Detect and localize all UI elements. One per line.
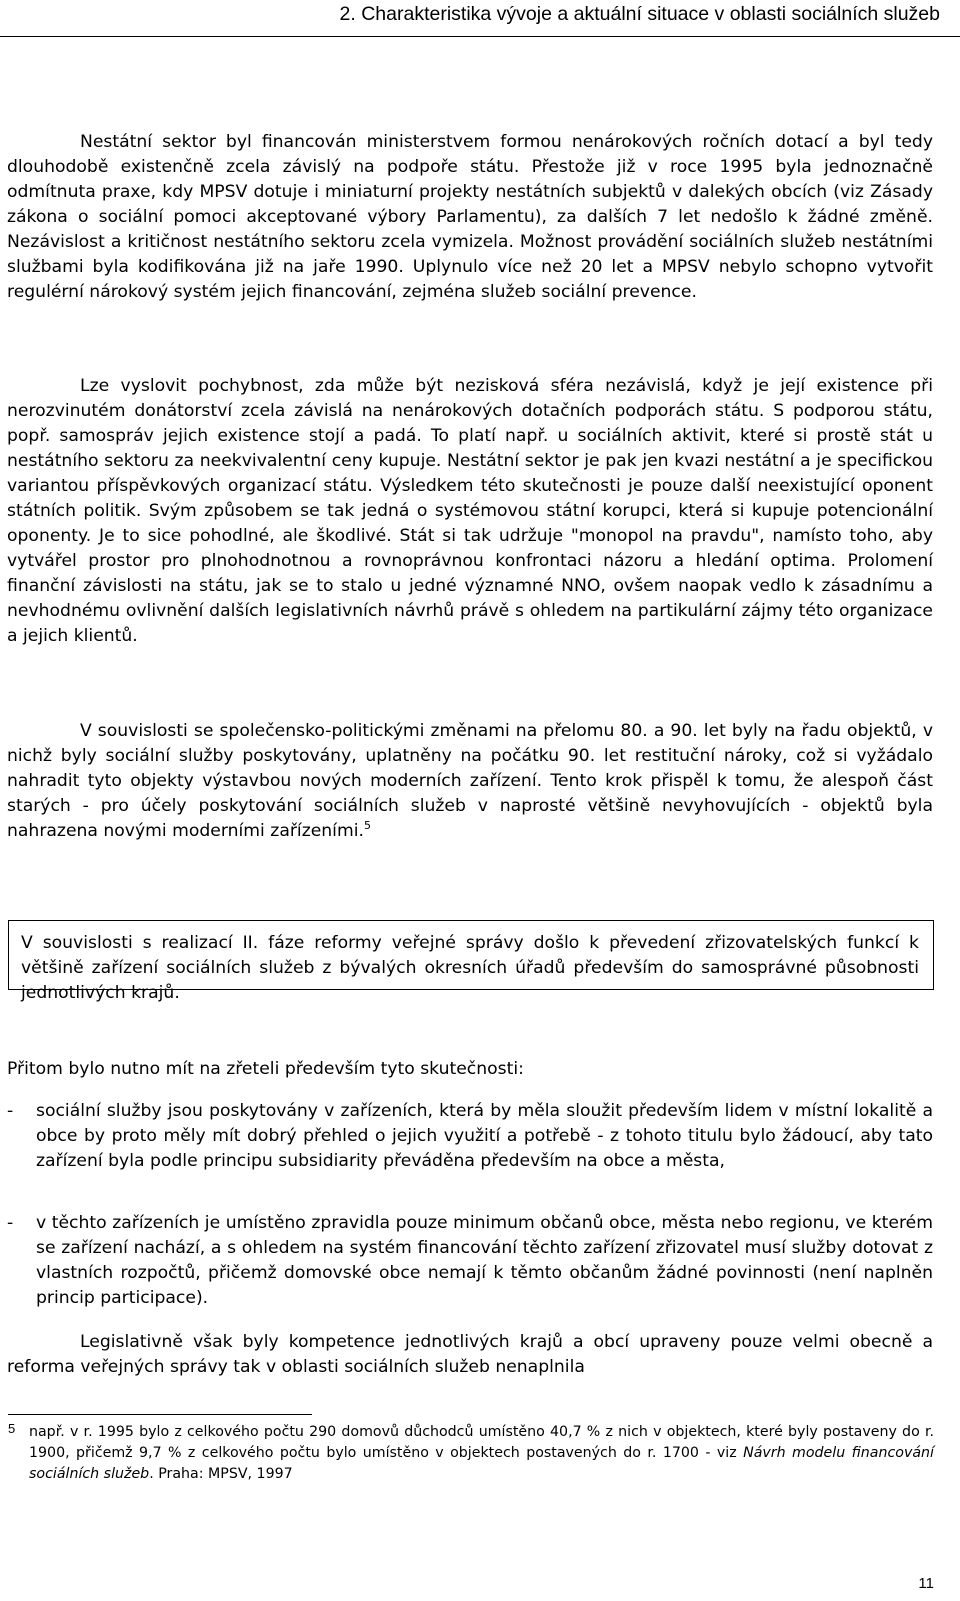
paragraph-restitution-text: V souvislosti se společensko-politickými změnami na přelomu 80. a 90. let byly na řadu objektů, v nichž byly sociální služby poskytovány, uplatněny na počátku 90. let restituční nároky, což si vyžádalo nahradit tyto objekty výstavbou nových moderních zařízení. Tento krok přispěl k tomu, že alespoň část starých - pro účely poskytování sociálních služeb v naprosté většině nevyhovujících - objektů byla nahrazena novými moderními zařízeními. (7, 721, 933, 841)
page-header (0, 0, 960, 40)
highlight-box-text: V souvislosti s realizací II. fáze reformy veřejné správy došlo k převedení zřizovatelských funkcí k většině zařízení sociálních služeb z bývalých okresních úřadů především do samosprávné působnosti jednotlivých krajů. (21, 933, 919, 1003)
page-number: 11 (918, 1575, 934, 1592)
footnote-text (29, 1422, 934, 1485)
list-intro-text: Přitom bylo nutno mít na zřeteli především tyto skutečnosti: (7, 1059, 524, 1079)
list-intro (7, 1057, 933, 1082)
footnote-body: např. v r. 1995 bylo z celkového počtu 290 domovů důchodců umístěno 40,7 % z nich v objektech, které byly postaveny do r. 1900, přičemž 9,7 % z celkového počtu bylo umístěno v objektech postavených do r. 1700 - viz (29, 1424, 934, 1461)
footnote-cited-title: Návrh modelu financování sociálních služeb (29, 1445, 934, 1482)
footnote-source: . Praha: MPSV, 1997 (149, 1466, 293, 1482)
footnote-mark: 5 (8, 1421, 16, 1436)
header-title: 2. Charakteristika vývoje a aktuální situace v oblasti sociálních služeb (339, 3, 940, 25)
paragraph-financing (7, 130, 933, 305)
paragraph-independence-text: Lze vyslovit pochybnost, zda může být nezisková sféra nezávislá, když je její existence při nerozvinutém donátorství zcela závislá na nenárokových dotačních podporách státu. S podporou státu, popř. samospráv jejich existence stojí a padá. To platí např. u sociálních aktivit, které si prostě stát u nestátního sektoru za neekvivalentní ceny kupuje. Nestátní sektor je pak jen kvazi nestátní a je specifickou variantou příspěvkových organizací státu. Výsledkem této skutečnosti je pouze další neexistující oponent státních politik. Svým způsobem se tak jedná o systémovou státní korupci, která si kupuje potencionální oponenty. Je to sice pohodlné, ale škodlivé. Stát si tak udržuje "monopol na pravdu", namísto toho, aby vytvářel prostor pro plnohodnotnou a rovnoprávnou konfrontaci názoru a hledání optima. Prolomení finanční závislosti na státu, jak se to stalo u jedné významné NNO, ovšem naopak vedlo k zásadnímu a nevhodnému ovlivnění dalších legislativních návrhů právě s ohledem na partikulární zájmy této organizace a jejich klientů. (7, 376, 933, 646)
paragraph-legislation (7, 1330, 933, 1380)
paragraph-independence (7, 374, 933, 649)
footnote-divider (8, 1414, 312, 1415)
highlight-box (8, 920, 934, 1003)
paragraph-legislation-text: Legislativně však byly kompetence jednotlivých krajů a obcí upraveny pouze velmi obecně a reforma veřejných správy tak v oblasti sociálních služeb nenaplnila (7, 1332, 933, 1377)
list-item-text: sociální služby jsou poskytovány v zařízeních, která by měla sloužit především lidem v místní lokalitě a obce by proto měly mít dobrý přehled o jejich využití a potřebě - z tohoto titulu bylo žádoucí, aby tato zařízení byla podle principu subsidiarity převáděna především na obce a města, (36, 1101, 933, 1171)
header-divider (0, 36, 960, 37)
list-bullet: - (7, 1213, 14, 1233)
paragraph-financing-text: Nestátní sektor byl financován ministerstvem formou nenárokových ročních dotací a byl tedy dlouhodobě existenčně zcela závislý na podpoře státu. Přestože již v roce 1995 byla jednoznačně odmítnuta praxe, kdy MPSV dotuje i miniaturní projekty nestátních subjektů v dalekých obcích (viz Zásady zákona o sociální pomoci akceptované výbory Parlamentu), za dalších 7 let nedošlo k žádné změně. Nezávislost a kritičnost nestátního sektoru zcela vymizela. Možnost provádění sociálních služeb nestátními službami byla kodifikována již na jaře 1990. Uplynulo více než 20 let a MPSV nebylo schopno vytvořit regulérní nárokový systém jejich financování, zejména služeb sociální prevence. (7, 132, 933, 302)
list-item-text: v těchto zařízeních je umístěno zpravidla pouze minimum občanů obce, města nebo regionu, ve kterém se zařízení nachází, a s ohledem na systém financování těchto zařízení zřizovatel musí služby dotovat z vlastních rozpočtů, přičemž domovské obce nemají k těmto občanům žádné povinnosti (není naplněn princip participace). (36, 1213, 933, 1308)
paragraph-restitution (7, 719, 933, 844)
footnote-reference: 5 (363, 819, 371, 832)
list-bullet: - (7, 1101, 14, 1121)
